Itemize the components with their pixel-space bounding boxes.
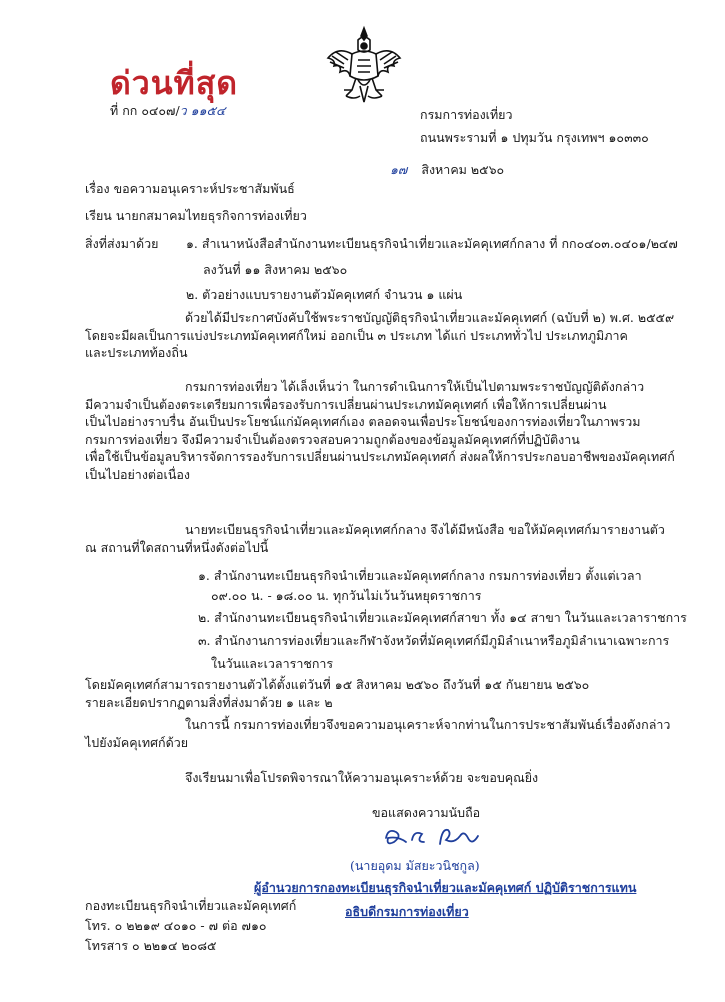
document-number-prefix: ที่ กก ๐๔๐๗/: [110, 103, 180, 118]
list-item-3: ๓. สำนักงานการท่องเที่ยวและกีฬาจังหวัดที่มัคคุเทศก์มีภูมิลำเนาหรือภูมิลำเนาเฉพาะการ: [198, 633, 670, 648]
org-address: ถนนพระรามที่ ๑ ปทุมวัน กรุงเทพฯ ๑๐๓๓๐: [420, 130, 649, 145]
paragraph-line: กรมการท่องเที่ยว ได้เล็งเห็นว่า ในการดำเนินการให้เป็นไปตามพระราชบัญญัติดังกล่าว: [185, 379, 645, 394]
signer-title: ผู้อำนวยการกองทะเบียนธุรกิจนำเที่ยวและมัคคุเทศก์ ปฏิบัติราชการแทน: [254, 880, 637, 895]
regards: ขอแสดงความนับถือ: [372, 805, 481, 820]
document-date: [390, 162, 504, 178]
paragraph-line: กรมการท่องเที่ยว จึงมีความจำเป็นต้องตรวจสอบความถูกต้องของข้อมูลมัคคุเทศก์ที่ปฏิบัติงาน: [85, 431, 580, 447]
footer-tel: โทร. ๐ ๒๒๑๙ ๔๐๑๐ - ๗ ต่อ ๗๑๐: [85, 918, 267, 933]
paragraph-line: ในการนี้ กรมการท่องเที่ยวจึงขอความอนุเคราะห์จากท่านในการประชาสัมพันธ์เรื่องดังกล่าว: [185, 717, 671, 732]
list-item-2: ๒. สำนักงานทะเบียนธุรกิจนำเที่ยวและมัคคุเทศก์สาขา ทั้ง ๑๔ สาขา ในวันและเวลาราชการ: [198, 610, 687, 625]
document-number-handwritten: ว ๑๑๕๔: [179, 103, 226, 118]
paragraph-line: ณ สถานที่ใดสถานที่หนึ่งดังต่อไปนี้: [85, 539, 269, 555]
paragraph-line: และประเภทท้องถิ่น: [85, 345, 188, 360]
footer-division: กองทะเบียนธุรกิจนำเที่ยวและมัคคุเทศก์: [85, 898, 297, 913]
subject: เรื่อง ขอความอนุเคราะห์ประชาสัมพันธ์: [85, 181, 295, 196]
paragraph-2: [85, 378, 675, 483]
paragraph-1: [85, 309, 674, 362]
paragraph-line: เพื่อใช้เป็นข้อมูลบริหารจัดการรองรับการเปลี่ยนผ่านประเภทมัคคุเทศก์ ส่งผลให้การประกอบอาชีพของมัคคุเทศก์: [85, 449, 675, 464]
paragraph-line: เป็นไปอย่างต่อเนื่อง: [85, 466, 190, 482]
paragraph-line: นายทะเบียนธุรกิจนำเที่ยวและมัคคุเทศก์กลาง จึงได้มีหนังสือ ขอให้มัคคุเทศก์มารายงานตัว: [185, 522, 665, 537]
paragraph-line: โดยมัคคุเทศก์สามารถรายงานตัวได้ตั้งแต่วันที่ ๑๕ สิงหาคม ๒๕๖๐ ถึงวันที่ ๑๕ กันยายน ๒๕๖๐: [85, 677, 590, 692]
date-day-handwritten: ๑๗: [390, 162, 408, 177]
paragraph-5: [85, 716, 670, 751]
paragraph-line: ไปยังมัคคุเทศก์ด้วย: [85, 734, 189, 750]
attachments-label: สิ่งที่ส่งมาด้วย: [85, 236, 159, 251]
list-item-1: ๑. สำนักงานทะเบียนธุรกิจนำเที่ยวและมัคคุเทศก์กลาง กรมการท่องเที่ยว ตั้งแต่เวลา: [198, 568, 642, 583]
footer-fax: โทรสาร ๐ ๒๒๑๔ ๒๐๘๕: [85, 938, 217, 953]
attachment-item-1: ๑. สำเนาหนังสือสำนักงานทะเบียนธุรกิจนำเที่ยวและมัคคุเทศก์กลาง ที่ กก๐๔๐๓.๐๔๐๑/๒๔๗: [186, 236, 678, 251]
signer-title-2: อธิบดีกรมการท่องเที่ยว: [345, 904, 469, 919]
paragraph-4: [85, 676, 589, 711]
paragraph-line: โดยจะมีผลเป็นการแบ่งประเภทมัคคุเทศก์ใหม่ ออกเป็น ๓ ประเภท ได้แก่ ประเภททั่วไป ประเภทภูมิภาค: [85, 327, 628, 343]
attachment-item-2: ๒. ตัวอย่างแบบรายงานตัวมัคคุเทศก์ จำนวน ๑ แผ่น: [186, 287, 463, 302]
document-number: [110, 103, 225, 119]
paragraph-line: มีความจำเป็นต้องตระเตรียมการเพื่อรองรับการเปลี่ยนผ่านประเภทมัคคุเทศก์ เพื่อให้การเปลี่ยนผ่าน: [85, 396, 607, 412]
handwritten-signature: [378, 822, 498, 852]
paragraph-3: [85, 521, 665, 556]
urgency-stamp: ด่วนที่สุด: [110, 64, 239, 102]
signer-name: (นายอุดม มัสยะวนิชกูล): [350, 858, 480, 873]
attachment-item-1-date: ลงวันที่ ๑๑ สิงหาคม ๒๕๖๐: [203, 262, 348, 277]
closing-request: จึงเรียนมาเพื่อโปรดพิจารณาให้ความอนุเคราะห์ด้วย จะขอบคุณยิ่ง: [185, 770, 539, 785]
date-month-year: สิงหาคม ๒๕๖๐: [421, 162, 505, 177]
org-name: กรมการท่องเที่ยว: [420, 107, 513, 122]
paragraph-line: ด้วยได้มีประกาศบังคับใช้พระราชบัญญัติธุรกิจนำเที่ยวและมัคคุเทศก์ (ฉบับที่ ๒) พ.ศ. ๒๕๕๙: [185, 310, 675, 325]
list-item-3-cont: ในวันและเวลาราชการ: [211, 656, 334, 671]
recipient: เรียน นายกสมาคมไทยธุรกิจการท่องเที่ยว: [85, 208, 307, 223]
garuda-emblem-icon: [324, 24, 404, 108]
paragraph-line: เป็นไปอย่างราบรื่น อันเป็นประโยชน์แก่มัคคุเทศก์เอง ตลอดจนเพื่อประโยชน์ของการท่องเที่ยวในภาพรวม: [85, 414, 641, 429]
paragraph-line: รายละเอียดปรากฏตามสิ่งที่ส่งมาด้วย ๑ และ ๒: [85, 694, 333, 710]
list-item-1-cont: ๐๙.๐๐ น. - ๑๘.๐๐ น. ทุกวันไม่เว้นวันหยุดราชการ: [211, 588, 482, 603]
